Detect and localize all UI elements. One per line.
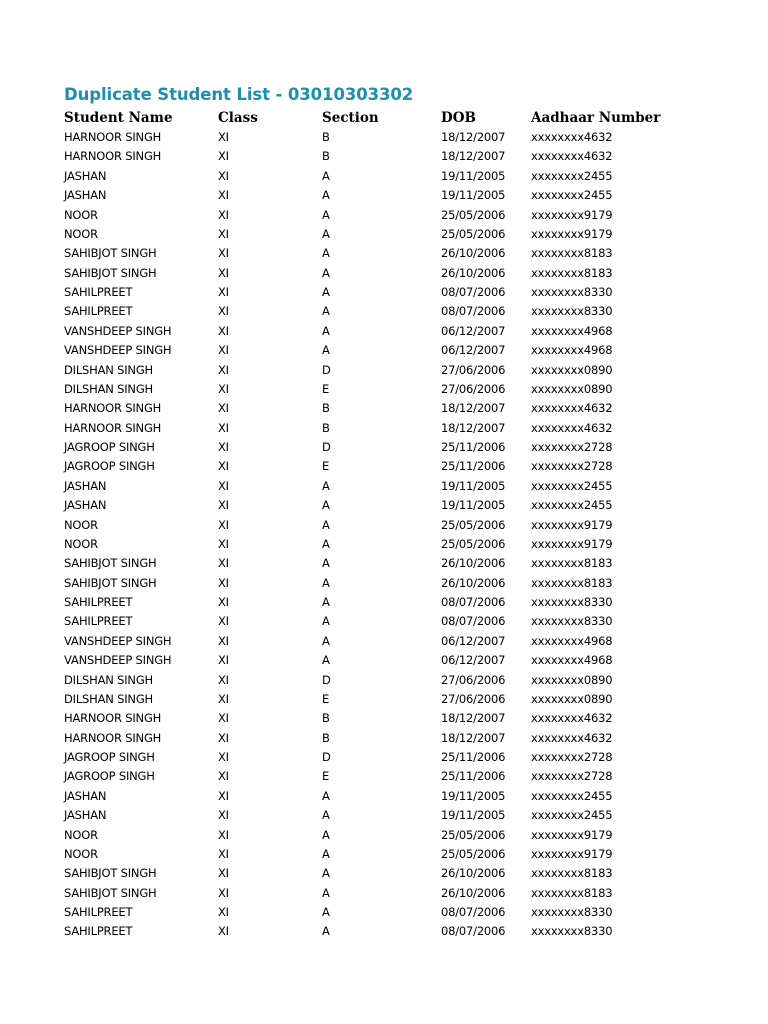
cell-section: A: [322, 285, 330, 299]
cell-student-name: DILSHAN SINGH: [64, 672, 153, 687]
cell-student-name: SAHIBJOT SINGH: [64, 265, 157, 280]
cell-student-name: NOOR: [64, 536, 98, 551]
cell-aadhaar-number: xxxxxxxx8183: [531, 575, 613, 590]
cell-aadhaar-number: xxxxxxxx8183: [531, 265, 613, 280]
cell-class: XI: [218, 130, 229, 144]
cell-class: XI: [218, 575, 229, 590]
cell-section: A: [322, 498, 330, 513]
cell-student-name: NOOR: [64, 846, 98, 861]
cell-class: XI: [218, 517, 229, 532]
table-row: [64, 864, 671, 883]
cell-dob: 19/11/2005: [441, 478, 506, 493]
cell-aadhaar-number: xxxxxxxx0890: [531, 381, 613, 396]
cell-student-name: VANSHDEEP SINGH: [64, 343, 172, 358]
cell-aadhaar-number: xxxxxxxx2455: [531, 788, 613, 803]
cell-section: B: [322, 401, 330, 416]
table-row: [64, 632, 671, 651]
cell-dob: 26/10/2006: [441, 246, 506, 261]
table-row: [64, 167, 671, 186]
cell-class: XI: [218, 285, 229, 299]
cell-section: B: [322, 149, 330, 164]
cell-dob: 25/11/2006: [441, 440, 506, 454]
table-row: [64, 341, 671, 360]
cell-class: XI: [218, 595, 229, 609]
cell-dob: 25/05/2006: [441, 226, 506, 241]
cell-section: E: [322, 381, 330, 396]
cell-class: XI: [218, 866, 229, 881]
cell-class: XI: [218, 905, 229, 919]
cell-class: XI: [218, 711, 229, 726]
cell-section: A: [322, 478, 330, 493]
cell-section: A: [322, 246, 330, 261]
table-row: [64, 748, 671, 767]
table-row: [64, 128, 671, 147]
cell-class: XI: [218, 750, 229, 764]
cell-section: A: [322, 226, 330, 241]
table-row: [64, 709, 671, 728]
cell-dob: 25/11/2006: [441, 750, 506, 764]
cell-section: A: [322, 905, 330, 919]
cell-class: XI: [218, 440, 229, 454]
cell-aadhaar-number: xxxxxxxx2455: [531, 188, 613, 203]
cell-section: A: [322, 265, 330, 280]
table-row: [64, 535, 671, 554]
cell-section: A: [322, 556, 330, 571]
cell-dob: 27/06/2006: [441, 691, 506, 706]
cell-aadhaar-number: xxxxxxxx4632: [531, 401, 613, 416]
cell-aadhaar-number: xxxxxxxx8183: [531, 556, 613, 571]
cell-dob: 08/07/2006: [441, 614, 506, 629]
cell-class: XI: [218, 226, 229, 241]
table-row: [64, 186, 671, 205]
table-row: [64, 554, 671, 573]
cell-dob: 06/12/2007: [441, 653, 506, 668]
cell-section: A: [322, 924, 330, 939]
cell-aadhaar-number: xxxxxxxx4968: [531, 653, 613, 668]
cell-class: XI: [218, 672, 229, 687]
cell-dob: 26/10/2006: [441, 265, 506, 280]
table-row: [64, 477, 671, 496]
cell-student-name: HARNOOR SINGH: [64, 149, 162, 164]
cell-class: XI: [218, 653, 229, 668]
cell-class: XI: [218, 381, 229, 396]
table-row: [64, 516, 671, 535]
cell-student-name: HARNOOR SINGH: [64, 130, 162, 144]
table-row: [64, 729, 671, 748]
cell-class: XI: [218, 827, 229, 842]
cell-aadhaar-number: xxxxxxxx0890: [531, 362, 613, 377]
cell-class: XI: [218, 788, 229, 803]
cell-section: A: [322, 653, 330, 668]
cell-class: XI: [218, 323, 229, 338]
student-table: [64, 108, 671, 942]
cell-aadhaar-number: xxxxxxxx9179: [531, 207, 613, 222]
cell-student-name: SAHIBJOT SINGH: [64, 866, 157, 881]
cell-student-name: NOOR: [64, 827, 98, 842]
cell-dob: 19/11/2005: [441, 808, 506, 823]
cell-student-name: NOOR: [64, 226, 98, 241]
cell-aadhaar-number: xxxxxxxx9179: [531, 517, 613, 532]
cell-student-name: SAHILPREET: [64, 285, 133, 299]
cell-student-name: JASHAN: [64, 788, 107, 803]
cell-dob: 08/07/2006: [441, 304, 506, 319]
cell-class: XI: [218, 246, 229, 261]
cell-dob: 08/07/2006: [441, 595, 506, 609]
cell-dob: 06/12/2007: [441, 323, 506, 338]
cell-student-name: SAHILPREET: [64, 595, 133, 609]
cell-aadhaar-number: xxxxxxxx2455: [531, 168, 613, 183]
cell-class: XI: [218, 498, 229, 513]
cell-dob: 06/12/2007: [441, 633, 506, 648]
table-row: [64, 574, 671, 593]
table-row: [64, 361, 671, 380]
cell-student-name: JAGROOP SINGH: [64, 459, 155, 474]
cell-section: A: [322, 614, 330, 629]
cell-section: A: [322, 188, 330, 203]
cell-class: XI: [218, 924, 229, 939]
cell-dob: 25/11/2006: [441, 459, 506, 474]
cell-class: XI: [218, 885, 229, 900]
table-row: [64, 225, 671, 244]
cell-student-name: JAGROOP SINGH: [64, 750, 155, 764]
cell-dob: 19/11/2005: [441, 498, 506, 513]
cell-aadhaar-number: xxxxxxxx8183: [531, 246, 613, 261]
cell-aadhaar-number: xxxxxxxx9179: [531, 846, 613, 861]
cell-aadhaar-number: xxxxxxxx2728: [531, 750, 613, 764]
cell-class: XI: [218, 730, 229, 745]
cell-aadhaar-number: xxxxxxxx2728: [531, 769, 613, 784]
cell-class: XI: [218, 459, 229, 474]
header-class: Class: [218, 110, 258, 126]
cell-section: A: [322, 827, 330, 842]
cell-student-name: JASHAN: [64, 188, 107, 203]
cell-student-name: SAHILPREET: [64, 304, 133, 319]
cell-class: XI: [218, 149, 229, 164]
cell-section: D: [322, 672, 331, 687]
cell-student-name: SAHIBJOT SINGH: [64, 556, 157, 571]
cell-aadhaar-number: xxxxxxxx9179: [531, 827, 613, 842]
cell-dob: 27/06/2006: [441, 362, 506, 377]
cell-dob: 26/10/2006: [441, 866, 506, 881]
cell-dob: 26/10/2006: [441, 575, 506, 590]
page-title: Duplicate Student List - 03010303302: [64, 85, 414, 104]
table-row: [64, 147, 671, 166]
cell-class: XI: [218, 420, 229, 435]
header-student-name: Student Name: [64, 110, 173, 126]
cell-aadhaar-number: xxxxxxxx4632: [531, 420, 613, 435]
cell-aadhaar-number: xxxxxxxx4632: [531, 711, 613, 726]
table-row: [64, 419, 671, 438]
cell-section: D: [322, 440, 331, 454]
cell-student-name: NOOR: [64, 207, 98, 222]
cell-class: XI: [218, 691, 229, 706]
table-row: [64, 206, 671, 225]
table-row: [64, 671, 671, 690]
cell-section: D: [322, 750, 331, 764]
table-row: [64, 380, 671, 399]
cell-section: D: [322, 362, 331, 377]
cell-class: XI: [218, 536, 229, 551]
cell-class: XI: [218, 633, 229, 648]
cell-aadhaar-number: xxxxxxxx4968: [531, 323, 613, 338]
cell-student-name: DILSHAN SINGH: [64, 691, 153, 706]
cell-section: A: [322, 536, 330, 551]
cell-section: A: [322, 808, 330, 823]
cell-dob: 08/07/2006: [441, 924, 506, 939]
cell-section: A: [322, 595, 330, 609]
cell-student-name: VANSHDEEP SINGH: [64, 323, 172, 338]
cell-aadhaar-number: xxxxxxxx8183: [531, 885, 613, 900]
cell-dob: 18/12/2007: [441, 401, 506, 416]
table-header: [64, 108, 671, 128]
cell-class: XI: [218, 614, 229, 629]
cell-section: A: [322, 788, 330, 803]
cell-dob: 25/05/2006: [441, 827, 506, 842]
cell-aadhaar-number: xxxxxxxx4632: [531, 730, 613, 745]
table-row: [64, 884, 671, 903]
cell-class: XI: [218, 362, 229, 377]
cell-student-name: JASHAN: [64, 478, 107, 493]
cell-student-name: SAHIBJOT SINGH: [64, 246, 157, 261]
cell-class: XI: [218, 478, 229, 493]
cell-class: XI: [218, 188, 229, 203]
cell-dob: 08/07/2006: [441, 905, 506, 919]
cell-dob: 18/12/2007: [441, 711, 506, 726]
cell-student-name: SAHILPREET: [64, 614, 133, 629]
cell-dob: 18/12/2007: [441, 130, 506, 144]
cell-aadhaar-number: xxxxxxxx8330: [531, 285, 613, 299]
cell-dob: 08/07/2006: [441, 285, 506, 299]
table-row: [64, 457, 671, 476]
cell-aadhaar-number: xxxxxxxx0890: [531, 672, 613, 687]
table-row: [64, 283, 671, 302]
header-section: Section: [322, 110, 379, 126]
cell-dob: 25/05/2006: [441, 536, 506, 551]
cell-aadhaar-number: xxxxxxxx2455: [531, 478, 613, 493]
cell-aadhaar-number: xxxxxxxx8330: [531, 905, 613, 919]
cell-dob: 25/11/2006: [441, 769, 506, 784]
cell-section: A: [322, 885, 330, 900]
cell-student-name: SAHILPREET: [64, 905, 133, 919]
cell-dob: 27/06/2006: [441, 672, 506, 687]
cell-class: XI: [218, 556, 229, 571]
table-row: [64, 302, 671, 321]
table-row: [64, 826, 671, 845]
table-row: [64, 787, 671, 806]
cell-dob: 26/10/2006: [441, 885, 506, 900]
cell-student-name: VANSHDEEP SINGH: [64, 653, 172, 668]
cell-class: XI: [218, 401, 229, 416]
cell-dob: 25/05/2006: [441, 207, 506, 222]
cell-student-name: HARNOOR SINGH: [64, 401, 162, 416]
table-row: [64, 264, 671, 283]
cell-dob: 06/12/2007: [441, 343, 506, 358]
cell-dob: 19/11/2005: [441, 168, 506, 183]
cell-class: XI: [218, 207, 229, 222]
cell-class: XI: [218, 846, 229, 861]
cell-student-name: SAHILPREET: [64, 924, 133, 939]
table-body: [64, 128, 671, 942]
cell-dob: 19/11/2005: [441, 788, 506, 803]
header-dob: DOB: [441, 110, 476, 126]
cell-dob: 27/06/2006: [441, 381, 506, 396]
table-row: [64, 806, 671, 825]
cell-section: B: [322, 730, 330, 745]
cell-section: A: [322, 517, 330, 532]
table-row: [64, 322, 671, 341]
cell-student-name: HARNOOR SINGH: [64, 730, 162, 745]
table-row: [64, 903, 671, 922]
table-row: [64, 399, 671, 418]
cell-aadhaar-number: xxxxxxxx2728: [531, 440, 613, 454]
cell-aadhaar-number: xxxxxxxx2728: [531, 459, 613, 474]
cell-aadhaar-number: xxxxxxxx8183: [531, 866, 613, 881]
cell-section: A: [322, 866, 330, 881]
cell-dob: 18/12/2007: [441, 730, 506, 745]
cell-aadhaar-number: xxxxxxxx8330: [531, 614, 613, 629]
cell-student-name: DILSHAN SINGH: [64, 381, 153, 396]
table-row: [64, 690, 671, 709]
cell-aadhaar-number: xxxxxxxx9179: [531, 536, 613, 551]
cell-aadhaar-number: xxxxxxxx8330: [531, 924, 613, 939]
cell-section: B: [322, 420, 330, 435]
cell-section: B: [322, 711, 330, 726]
cell-class: XI: [218, 808, 229, 823]
table-row: [64, 922, 671, 941]
table-row: [64, 612, 671, 631]
cell-student-name: NOOR: [64, 517, 98, 532]
cell-section: A: [322, 168, 330, 183]
cell-class: XI: [218, 168, 229, 183]
cell-section: A: [322, 633, 330, 648]
cell-section: E: [322, 769, 330, 784]
cell-section: A: [322, 846, 330, 861]
cell-aadhaar-number: xxxxxxxx8330: [531, 304, 613, 319]
cell-aadhaar-number: xxxxxxxx8330: [531, 595, 613, 609]
cell-section: A: [322, 304, 330, 319]
cell-aadhaar-number: xxxxxxxx0890: [531, 691, 613, 706]
cell-dob: 18/12/2007: [441, 149, 506, 164]
table-row: [64, 651, 671, 670]
cell-class: XI: [218, 343, 229, 358]
cell-aadhaar-number: xxxxxxxx4632: [531, 130, 613, 144]
cell-aadhaar-number: xxxxxxxx2455: [531, 498, 613, 513]
cell-aadhaar-number: xxxxxxxx9179: [531, 226, 613, 241]
cell-student-name: JAGROOP SINGH: [64, 769, 155, 784]
cell-section: A: [322, 207, 330, 222]
table-row: [64, 438, 671, 457]
cell-student-name: JAGROOP SINGH: [64, 440, 155, 454]
cell-student-name: VANSHDEEP SINGH: [64, 633, 172, 648]
cell-dob: 25/05/2006: [441, 517, 506, 532]
cell-section: A: [322, 575, 330, 590]
cell-section: E: [322, 459, 330, 474]
cell-dob: 26/10/2006: [441, 556, 506, 571]
cell-student-name: DILSHAN SINGH: [64, 362, 153, 377]
cell-dob: 18/12/2007: [441, 420, 506, 435]
cell-aadhaar-number: xxxxxxxx4968: [531, 633, 613, 648]
cell-student-name: JASHAN: [64, 498, 107, 513]
cell-aadhaar-number: xxxxxxxx4632: [531, 149, 613, 164]
table-row: [64, 845, 671, 864]
table-row: [64, 767, 671, 786]
header-row: [64, 108, 671, 128]
cell-student-name: JASHAN: [64, 168, 107, 183]
cell-section: B: [322, 130, 330, 144]
cell-student-name: HARNOOR SINGH: [64, 711, 162, 726]
cell-class: XI: [218, 265, 229, 280]
cell-class: XI: [218, 769, 229, 784]
cell-class: XI: [218, 304, 229, 319]
cell-section: A: [322, 343, 330, 358]
cell-aadhaar-number: xxxxxxxx4968: [531, 343, 613, 358]
cell-student-name: SAHIBJOT SINGH: [64, 885, 157, 900]
header-aadhaar-number: Aadhaar Number: [531, 110, 661, 126]
cell-student-name: SAHIBJOT SINGH: [64, 575, 157, 590]
cell-student-name: JASHAN: [64, 808, 107, 823]
cell-section: E: [322, 691, 330, 706]
cell-aadhaar-number: xxxxxxxx2455: [531, 808, 613, 823]
cell-dob: 19/11/2005: [441, 188, 506, 203]
table-row: [64, 593, 671, 612]
table-row: [64, 496, 671, 515]
cell-dob: 25/05/2006: [441, 846, 506, 861]
cell-section: A: [322, 323, 330, 338]
cell-student-name: HARNOOR SINGH: [64, 420, 162, 435]
table-row: [64, 244, 671, 263]
